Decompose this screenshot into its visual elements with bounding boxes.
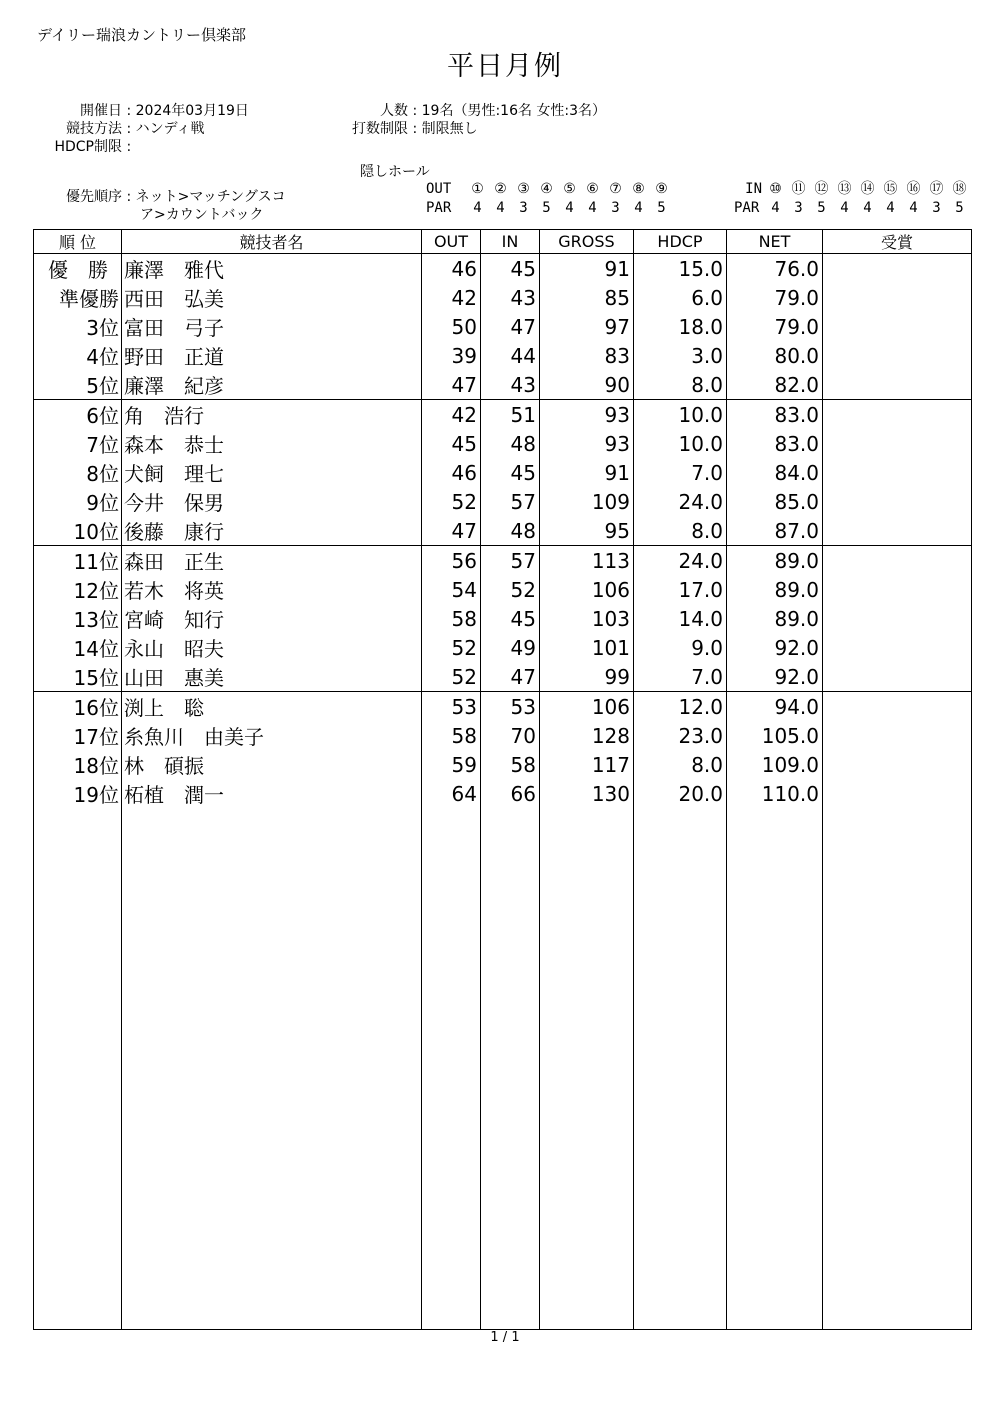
table-row <box>34 487 972 516</box>
hole-par: 5 <box>955 200 964 216</box>
hole-number: ⑦ <box>609 181 622 197</box>
hdcp-cell: 8.0 <box>634 750 727 779</box>
player-name-cell: 野田 正道 <box>122 341 422 370</box>
out-par-row <box>426 199 673 218</box>
gross-score-cell: 130 <box>540 779 634 808</box>
people-value: 19名（男性:16名 女性:3名） <box>421 103 607 119</box>
net-score-cell: 76.0 <box>727 254 823 284</box>
in-label: IN <box>745 181 762 197</box>
net-score-cell: 109.0 <box>727 750 823 779</box>
hdcp-cell: 9.0 <box>634 633 727 662</box>
gross-score-cell: 113 <box>540 546 634 576</box>
in-score-cell: 48 <box>481 429 540 458</box>
award-cell <box>823 312 972 341</box>
table-row <box>34 692 972 722</box>
empty-cell <box>540 808 634 1330</box>
people-label: 人数 <box>380 103 408 119</box>
stroke-limit-value: 制限無し <box>421 121 478 137</box>
hole-number: ⑨ <box>655 181 668 197</box>
award-cell <box>823 429 972 458</box>
hole-number: ⑤ <box>563 181 576 197</box>
player-name-cell: 角 浩行 <box>122 400 422 430</box>
rank-cell: 12位 <box>34 575 122 604</box>
out-score-cell: 50 <box>422 312 481 341</box>
hdcp-cell: 23.0 <box>634 721 727 750</box>
hole-number: ③ <box>517 181 530 197</box>
method-label: 競技方法 <box>66 121 122 137</box>
col-header-net: NET <box>727 230 823 254</box>
hole-par: 4 <box>909 200 918 216</box>
hole-par: 3 <box>794 200 803 216</box>
in-score-cell: 45 <box>481 254 540 284</box>
award-cell <box>823 750 972 779</box>
rank-cell: 11位 <box>34 546 122 576</box>
award-cell <box>823 254 972 284</box>
in-score-cell: 49 <box>481 633 540 662</box>
hole-par: 4 <box>496 200 505 216</box>
in-score-cell: 47 <box>481 312 540 341</box>
hdcp-cell: 8.0 <box>634 516 727 546</box>
in-score-cell: 57 <box>481 487 540 516</box>
gross-score-cell: 91 <box>540 458 634 487</box>
col-header-gross: GROSS <box>540 230 634 254</box>
player-name-cell: 今井 保男 <box>122 487 422 516</box>
award-cell <box>823 633 972 662</box>
hole-number: ⑬ <box>837 181 852 197</box>
hole-number: ② <box>494 181 507 197</box>
table-row <box>34 516 972 546</box>
col-header-out: OUT <box>422 230 481 254</box>
empty-cell <box>634 808 727 1330</box>
empty-cell <box>34 808 122 1330</box>
player-name-cell: 西田 弘美 <box>122 283 422 312</box>
hdcp-cell: 24.0 <box>634 487 727 516</box>
hole-number: ⑫ <box>814 181 829 197</box>
table-row <box>34 400 972 430</box>
hdcp-limit-row <box>40 138 249 156</box>
in-score-cell: 44 <box>481 341 540 370</box>
in-score-cell: 47 <box>481 662 540 692</box>
award-cell <box>823 692 972 722</box>
in-hole-row <box>734 180 971 199</box>
hole-par: 4 <box>473 200 482 216</box>
in-score-cell: 57 <box>481 546 540 576</box>
rank-cell: 5位 <box>34 370 122 400</box>
rank-cell: 4位 <box>34 341 122 370</box>
gross-score-cell: 128 <box>540 721 634 750</box>
col-header-in: IN <box>481 230 540 254</box>
award-cell <box>823 546 972 576</box>
gross-score-cell: 106 <box>540 692 634 722</box>
table-row <box>34 779 972 808</box>
in-score-cell: 53 <box>481 692 540 722</box>
in-score-cell: 48 <box>481 516 540 546</box>
hdcp-cell: 3.0 <box>634 341 727 370</box>
priority-colon: : <box>126 189 136 205</box>
out-score-cell: 54 <box>422 575 481 604</box>
player-name-cell: 富田 弓子 <box>122 312 422 341</box>
rank-cell: 10位 <box>34 516 122 546</box>
hole-par: 4 <box>588 200 597 216</box>
hole-par: 3 <box>932 200 941 216</box>
net-score-cell: 89.0 <box>727 546 823 576</box>
hole-number: ① <box>471 181 484 197</box>
in-holes-block <box>734 180 971 218</box>
info-right <box>320 102 606 138</box>
rank-cell: 16位 <box>34 692 122 722</box>
in-score-cell: 45 <box>481 604 540 633</box>
out-score-cell: 45 <box>422 429 481 458</box>
hdcp-cell: 7.0 <box>634 458 727 487</box>
out-score-cell: 58 <box>422 604 481 633</box>
net-score-cell: 83.0 <box>727 429 823 458</box>
date-label: 開催日 <box>80 103 122 119</box>
out-hole-row <box>426 180 673 199</box>
rank-cell: 15位 <box>34 662 122 692</box>
hole-par: 4 <box>565 200 574 216</box>
hole-number: ⑯ <box>906 181 921 197</box>
rank-cell: 準優勝 <box>34 283 122 312</box>
player-name-cell: 犬飼 理七 <box>122 458 422 487</box>
date-row <box>40 102 249 120</box>
method-colon: : <box>126 121 136 137</box>
award-cell <box>823 341 972 370</box>
table-row <box>34 370 972 400</box>
empty-cell <box>481 808 540 1330</box>
award-cell <box>823 662 972 692</box>
table-row <box>34 604 972 633</box>
rank-cell: 8位 <box>34 458 122 487</box>
method-row <box>40 120 249 138</box>
table-row <box>34 458 972 487</box>
hole-par: 5 <box>817 200 826 216</box>
player-name-cell: 山田 惠美 <box>122 662 422 692</box>
out-score-cell: 64 <box>422 779 481 808</box>
hdcp-cell: 15.0 <box>634 254 727 284</box>
col-header-name: 競技者名 <box>122 230 422 254</box>
net-score-cell: 79.0 <box>727 312 823 341</box>
hdcp-cell: 17.0 <box>634 575 727 604</box>
player-name-cell: 森本 恭士 <box>122 429 422 458</box>
hole-par: 4 <box>771 200 780 216</box>
info-left <box>40 102 249 156</box>
hdcp-cell: 24.0 <box>634 546 727 576</box>
award-cell <box>823 779 972 808</box>
hdcp-limit-label: HDCP制限 <box>54 139 122 155</box>
out-score-cell: 39 <box>422 341 481 370</box>
rank-cell: 9位 <box>34 487 122 516</box>
rank-cell: 7位 <box>34 429 122 458</box>
out-score-cell: 59 <box>422 750 481 779</box>
hdcp-cell: 7.0 <box>634 662 727 692</box>
out-score-cell: 47 <box>422 516 481 546</box>
priority-line2: ア>カウントバック <box>140 207 264 223</box>
net-score-cell: 83.0 <box>727 400 823 430</box>
out-score-cell: 52 <box>422 487 481 516</box>
player-name-cell: 廉澤 雅代 <box>122 254 422 284</box>
gross-score-cell: 106 <box>540 575 634 604</box>
award-cell <box>823 604 972 633</box>
rank-cell: 14位 <box>34 633 122 662</box>
rank-cell: 13位 <box>34 604 122 633</box>
player-name-cell: 林 碩振 <box>122 750 422 779</box>
table-row <box>34 662 972 692</box>
table-header-row <box>34 230 972 254</box>
col-header-rank: 順 位 <box>34 230 122 254</box>
hole-par: 5 <box>657 200 666 216</box>
hdcp-cell: 10.0 <box>634 400 727 430</box>
in-score-cell: 52 <box>481 575 540 604</box>
player-name-cell: 渕上 聡 <box>122 692 422 722</box>
out-score-cell: 47 <box>422 370 481 400</box>
hdcp-cell: 6.0 <box>634 283 727 312</box>
stroke-limit-colon: : <box>412 121 422 137</box>
hole-number: ⑩ <box>769 181 782 197</box>
net-score-cell: 110.0 <box>727 779 823 808</box>
hdcp-cell: 12.0 <box>634 692 727 722</box>
rank-cell: 6位 <box>34 400 122 430</box>
hole-par: 3 <box>611 200 620 216</box>
out-label: OUT <box>426 181 452 197</box>
net-score-cell: 79.0 <box>727 283 823 312</box>
player-name-cell: 森田 正生 <box>122 546 422 576</box>
gross-score-cell: 109 <box>540 487 634 516</box>
gross-score-cell: 99 <box>540 662 634 692</box>
player-name-cell: 廉澤 紀彦 <box>122 370 422 400</box>
rank-cell: 優 勝 <box>34 254 122 284</box>
player-name-cell: 宮崎 知行 <box>122 604 422 633</box>
gross-score-cell: 117 <box>540 750 634 779</box>
rank-cell: 19位 <box>34 779 122 808</box>
empty-cell <box>823 808 972 1330</box>
table-row <box>34 633 972 662</box>
hole-number: ⑰ <box>929 181 944 197</box>
col-header-hdcp: HDCP <box>634 230 727 254</box>
hdcp-cell: 10.0 <box>634 429 727 458</box>
hole-number: ④ <box>540 181 553 197</box>
net-score-cell: 84.0 <box>727 458 823 487</box>
out-score-cell: 46 <box>422 254 481 284</box>
hole-number: ⑥ <box>586 181 599 197</box>
hole-number: ⑮ <box>883 181 898 197</box>
table-row <box>34 750 972 779</box>
out-par-label: PAR <box>426 200 452 216</box>
hole-number: ⑭ <box>860 181 875 197</box>
people-colon: : <box>412 103 422 119</box>
page-title: 平日月例 <box>447 51 563 82</box>
in-score-cell: 45 <box>481 458 540 487</box>
rank-cell: 17位 <box>34 721 122 750</box>
results-table <box>33 229 972 1330</box>
gross-score-cell: 101 <box>540 633 634 662</box>
player-name-cell: 柘植 潤一 <box>122 779 422 808</box>
out-holes-block <box>426 180 673 218</box>
hole-par: 4 <box>634 200 643 216</box>
table-row <box>34 312 972 341</box>
award-cell <box>823 458 972 487</box>
in-par-row <box>734 199 971 218</box>
table-row <box>34 283 972 312</box>
stroke-limit-label: 打数制限 <box>352 121 408 137</box>
award-cell <box>823 400 972 430</box>
award-cell <box>823 721 972 750</box>
in-score-cell: 70 <box>481 721 540 750</box>
table-row <box>34 341 972 370</box>
hdcp-cell: 14.0 <box>634 604 727 633</box>
priority-line1: ネット>マッチングスコ <box>135 189 286 205</box>
gross-score-cell: 93 <box>540 400 634 430</box>
out-score-cell: 52 <box>422 662 481 692</box>
hole-par: 4 <box>840 200 849 216</box>
player-name-cell: 後藤 康行 <box>122 516 422 546</box>
in-score-cell: 43 <box>481 283 540 312</box>
gross-score-cell: 95 <box>540 516 634 546</box>
award-cell <box>823 283 972 312</box>
rank-cell: 18位 <box>34 750 122 779</box>
table-filler-row <box>34 808 972 1330</box>
out-score-cell: 42 <box>422 283 481 312</box>
in-score-cell: 51 <box>481 400 540 430</box>
out-score-cell: 52 <box>422 633 481 662</box>
gross-score-cell: 93 <box>540 429 634 458</box>
award-cell <box>823 575 972 604</box>
out-score-cell: 46 <box>422 458 481 487</box>
net-score-cell: 80.0 <box>727 341 823 370</box>
date-value: 2024年03月19日 <box>135 103 249 119</box>
out-score-cell: 58 <box>422 721 481 750</box>
club-name: デイリー瑞浪カントリー倶楽部 <box>37 26 246 44</box>
priority-block <box>40 188 286 224</box>
rank-cell: 3位 <box>34 312 122 341</box>
out-score-cell: 56 <box>422 546 481 576</box>
gross-score-cell: 90 <box>540 370 634 400</box>
hdcp-limit-colon: : <box>126 139 132 155</box>
hdcp-cell: 18.0 <box>634 312 727 341</box>
net-score-cell: 105.0 <box>727 721 823 750</box>
gross-score-cell: 91 <box>540 254 634 284</box>
net-score-cell: 89.0 <box>727 575 823 604</box>
date-colon: : <box>126 103 136 119</box>
out-score-cell: 53 <box>422 692 481 722</box>
net-score-cell: 94.0 <box>727 692 823 722</box>
hole-par: 4 <box>863 200 872 216</box>
table-row <box>34 429 972 458</box>
in-score-cell: 66 <box>481 779 540 808</box>
net-score-cell: 92.0 <box>727 662 823 692</box>
hole-number: ⑪ <box>791 181 806 197</box>
empty-cell <box>122 808 422 1330</box>
out-score-cell: 42 <box>422 400 481 430</box>
award-cell <box>823 487 972 516</box>
empty-cell <box>422 808 481 1330</box>
table-row <box>34 575 972 604</box>
table-row <box>34 721 972 750</box>
gross-score-cell: 97 <box>540 312 634 341</box>
award-cell <box>823 370 972 400</box>
player-name-cell: 糸魚川 由美子 <box>122 721 422 750</box>
gross-score-cell: 85 <box>540 283 634 312</box>
in-par-label: PAR <box>734 200 760 216</box>
hole-par: 3 <box>519 200 528 216</box>
hdcp-cell: 8.0 <box>634 370 727 400</box>
hole-number: ⑧ <box>632 181 645 197</box>
hdcp-cell: 20.0 <box>634 779 727 808</box>
net-score-cell: 82.0 <box>727 370 823 400</box>
in-score-cell: 58 <box>481 750 540 779</box>
table-row <box>34 254 972 284</box>
hole-par: 5 <box>542 200 551 216</box>
empty-cell <box>727 808 823 1330</box>
gross-score-cell: 83 <box>540 341 634 370</box>
hidden-hole-label: 隠しホール <box>360 164 430 180</box>
award-cell <box>823 516 972 546</box>
col-header-award: 受賞 <box>823 230 972 254</box>
net-score-cell: 89.0 <box>727 604 823 633</box>
player-name-cell: 若木 将英 <box>122 575 422 604</box>
net-score-cell: 92.0 <box>727 633 823 662</box>
player-name-cell: 永山 昭夫 <box>122 633 422 662</box>
table-row <box>34 546 972 576</box>
hole-par: 4 <box>886 200 895 216</box>
net-score-cell: 85.0 <box>727 487 823 516</box>
gross-score-cell: 103 <box>540 604 634 633</box>
method-value: ハンディ戦 <box>135 121 205 137</box>
hole-number: ⑱ <box>952 181 967 197</box>
net-score-cell: 87.0 <box>727 516 823 546</box>
in-score-cell: 43 <box>481 370 540 400</box>
page-number: 1 / 1 <box>490 1330 520 1345</box>
priority-label: 優先順序 <box>66 189 122 205</box>
